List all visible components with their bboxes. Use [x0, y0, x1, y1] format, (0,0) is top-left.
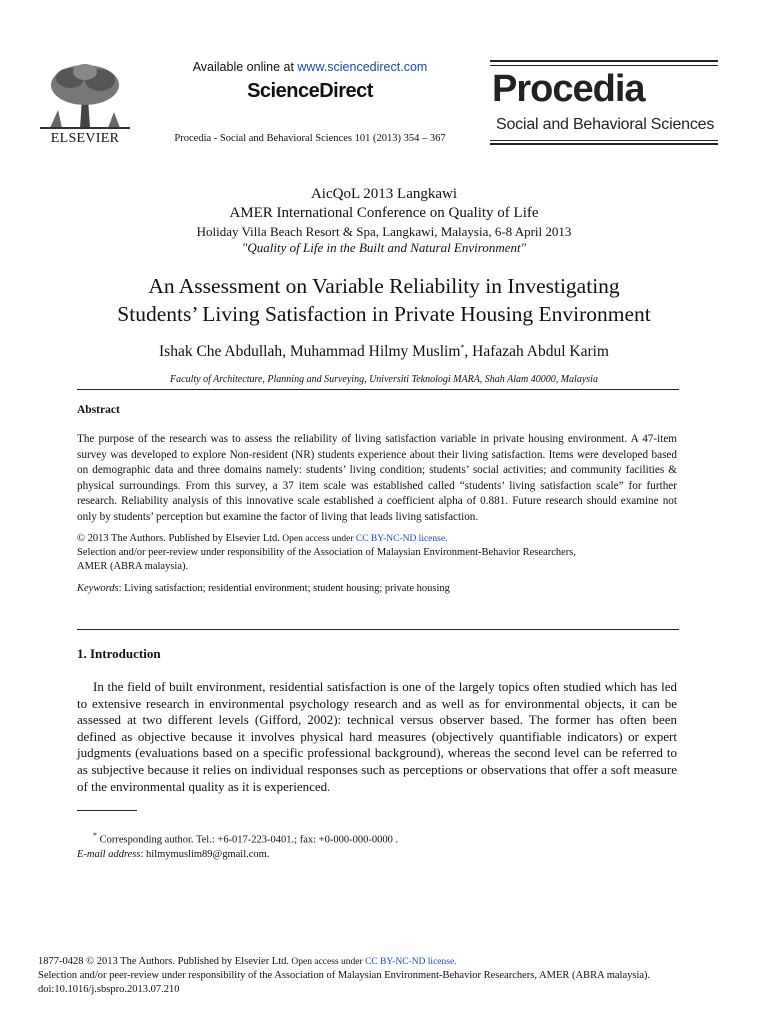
keywords: Keywords: Living satisfaction; residential environment; student housing; private housing — [77, 582, 450, 594]
publisher-name: ELSEVIER — [50, 131, 120, 146]
procedia-subtitle: Social and Behavioral Sciences — [496, 116, 715, 133]
procedia-rule-bottom2 — [490, 143, 718, 145]
conference-name: AicQoL 2013 Langkawi — [310, 186, 458, 202]
sciencedirect-link[interactable]: www.sciencedirect.com — [297, 60, 428, 74]
bottom-review: Selection and/or peer-review under responsibility of the Association of Malaysian Environment-Behavior Researchers, AMER (ABRA malaysia). — [38, 970, 651, 981]
abstract-heading: Abstract — [77, 404, 120, 416]
available-online: Available online at www.sciencedirect.com — [192, 60, 428, 74]
sciencedirect-wordmark: ScienceDirect — [247, 80, 373, 102]
bottom-matter — [38, 955, 738, 997]
affiliation: Faculty of Architecture, Planning and Surveying, Universiti Teknologi MARA, Shah Alam 40000, Malaysia — [170, 374, 598, 385]
peer-review-line1: Selection and/or peer-review under responsibility of the Association of Malaysian Environment-Behavior Researchers, — [77, 546, 576, 558]
abstract-rule-top — [77, 389, 679, 390]
license-link[interactable]: CC BY-NC-ND license. — [355, 533, 448, 544]
authors: Ishak Che Abdullah, Muhammad Hilmy Muslim*, Hafazah Abdul Karim — [159, 343, 609, 361]
issn-line: 1877-0428 © 2013 The Authors. Published by Elsevier Ltd. Open access under CC BY-NC-ND license. — [38, 956, 457, 967]
abstract-body: The purpose of the research was to assess the reliability of living satisfaction variable in private housing environment. A 47-item survey was developed to explore Non-resident (NR) students experience about their living satisfaction. Items were developed based on demographic data and three domains namely: students’ living condition; students’ social activities; and community facilities & physical surroundings. From this survey, a 37 item scale was established called “students’ living satisfaction scale” for further research. Reliability analysis of this innovative scale established a coefficient alpha of 0.881. Future research should examine not only by students’ perception but examine the factor of living that leads living satisfaction. © 2013 The Authors. Published by Elsevier Ltd. Open access under CC BY-NC-ND license. Selection and/or peer-review under responsibility of the Association of Malaysian Environment-Behavior Researchers, AMER (ABRA malaysia). Keywords: Living satisfaction; residential environment; student housing; private housing — [77, 433, 677, 594]
procedia-rule-top2 — [490, 65, 718, 66]
footnote: * Corresponding author. Tel.: +6-017-223-0401.; fax: +0-000-000-0000 . E-mail address: hilmymuslim89@gmail.com. — [77, 831, 399, 860]
bottom-license-link[interactable]: CC BY-NC-ND license. — [364, 957, 457, 967]
author-footnote-mark: * — [460, 343, 465, 352]
introduction-body: In the field of built environment, residential satisfaction is one of the largely topics often studied which has led to extensive research in environmental psychology research and as well as for environmental objects, it can be assessed at two different levels (Gifford, 2002): technical versus observer based. The former has often been defined as objective because it involves physical hard measures (objectively quantifiable indicators) or expert judgments (evaluations based on a specific professional background), whereas the second level can be referred to as subjective because it relies on individual responses such as perceptions or observations that offer a soft measure of the environmental quality as it is experienced. — [77, 679, 677, 794]
journal-citation: Procedia - Social and Behavioral Sciences 101 (2013) 354 – 367 — [174, 133, 446, 144]
copyright-line: © 2013 The Authors. Published by Elsevier Ltd. Open access under CC BY-NC-ND license. — [77, 532, 448, 544]
procedia-rule-top — [490, 60, 718, 62]
introduction-heading: 1. Introduction — [77, 646, 161, 661]
paper-title: An Assessment on Variable Reliability in Investigating Students’ Living Satisfaction in Private Housing Environment — [117, 274, 651, 326]
conference-full-name: AMER International Conference on Quality of Life — [229, 205, 539, 221]
conference-venue: Holiday Villa Beach Resort & Spa, Langkawi, Malaysia, 6-8 April 2013 — [196, 224, 572, 239]
procedia-rule-bottom — [490, 140, 718, 141]
peer-review-line2: AMER (ABRA malaysia). — [77, 560, 189, 572]
abstract-rule-bottom — [77, 629, 679, 630]
conference-theme: "Quality of Life in the Built and Natural Environment" — [241, 240, 527, 255]
procedia-wordmark: Procedia — [492, 68, 645, 110]
footnote-rule — [77, 810, 137, 811]
doi: doi:10.1016/j.sbspro.2013.07.210 — [38, 984, 180, 995]
